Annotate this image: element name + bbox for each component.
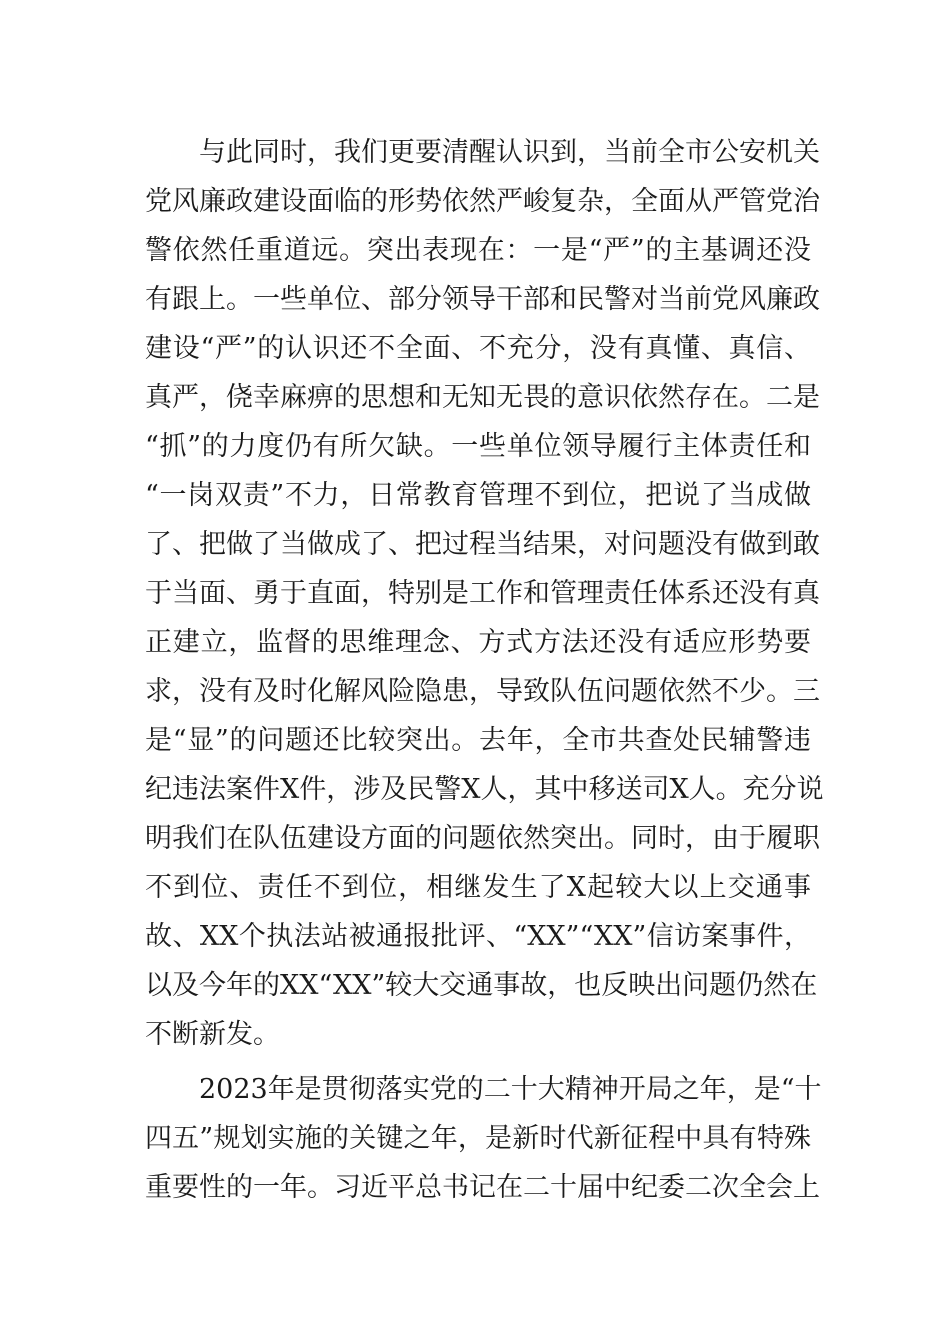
paragraph-line: “一岗双责”不力，日常教育管理不到位，把说了当成做 [145,480,811,511]
paragraph-line: 正建立，监督的思维理念、方式方法还没有适应形势要 [145,627,811,658]
paragraph-line: 建设“严”的认识还不全面、不充分，没有真懂、真信、 [145,333,811,364]
paragraph-line: 重要性的一年。习近平总书记在二十届中纪委二次全会上 [145,1172,820,1203]
paragraph-line: 2023年是贯彻落实党的二十大精神开局之年，是“十 [199,1074,822,1105]
paragraph-line: 不断新发。 [145,1019,280,1050]
paragraph-line: 真严，侥幸麻痹的思想和无知无畏的意识依然存在。二是 [145,382,820,413]
paragraph-1 [145,128,824,1059]
paragraph-2 [145,1065,822,1212]
paragraph-line: 于当面、勇于直面，特别是工作和管理责任体系还没有真 [145,578,820,609]
paragraph-line: 明我们在队伍建设方面的问题依然突出。同时，由于履职 [145,823,820,854]
paragraph-line: 与此同时，我们更要清醒认识到，当前全市公安机关 [199,137,820,168]
paragraph-line: 是“显”的问题还比较突出。去年，全市共查处民辅警违 [145,725,811,756]
paragraph-line: “抓”的力度仍有所欠缺。一些单位领导履行主体责任和 [145,431,811,462]
paragraph-line: 了、把做了当做成了、把过程当结果，对问题没有做到敢 [145,529,820,560]
paragraph-line: 有跟上。一些单位、部分领导干部和民警对当前党风廉政 [145,284,820,315]
paragraph-line: 警依然任重道远。突出表现在：一是“严”的主基调还没 [145,235,811,266]
paragraph-line: 四五”规划实施的关键之年，是新时代新征程中具有特殊 [145,1123,811,1154]
paragraph-line: 党风廉政建设面临的形势依然严峻复杂，全面从严管党治 [145,186,820,217]
body-text [145,128,824,1212]
paragraph-line: 纪违法案件X件，涉及民警X人，其中移送司X人。充分说 [145,774,824,805]
paragraph-line: 不到位、责任不到位，相继发生了X起较大以上交通事 [145,872,811,903]
paragraph-line: 故、XX个执法站被通报批评、“XX”“XX”信访案事件， [145,921,811,952]
paragraph-line: 以及今年的XX“XX”较大交通事故，也反映出问题仍然在 [145,970,818,1001]
paragraph-line: 求，没有及时化解风险隐患，导致队伍问题依然不少。三 [145,676,820,707]
